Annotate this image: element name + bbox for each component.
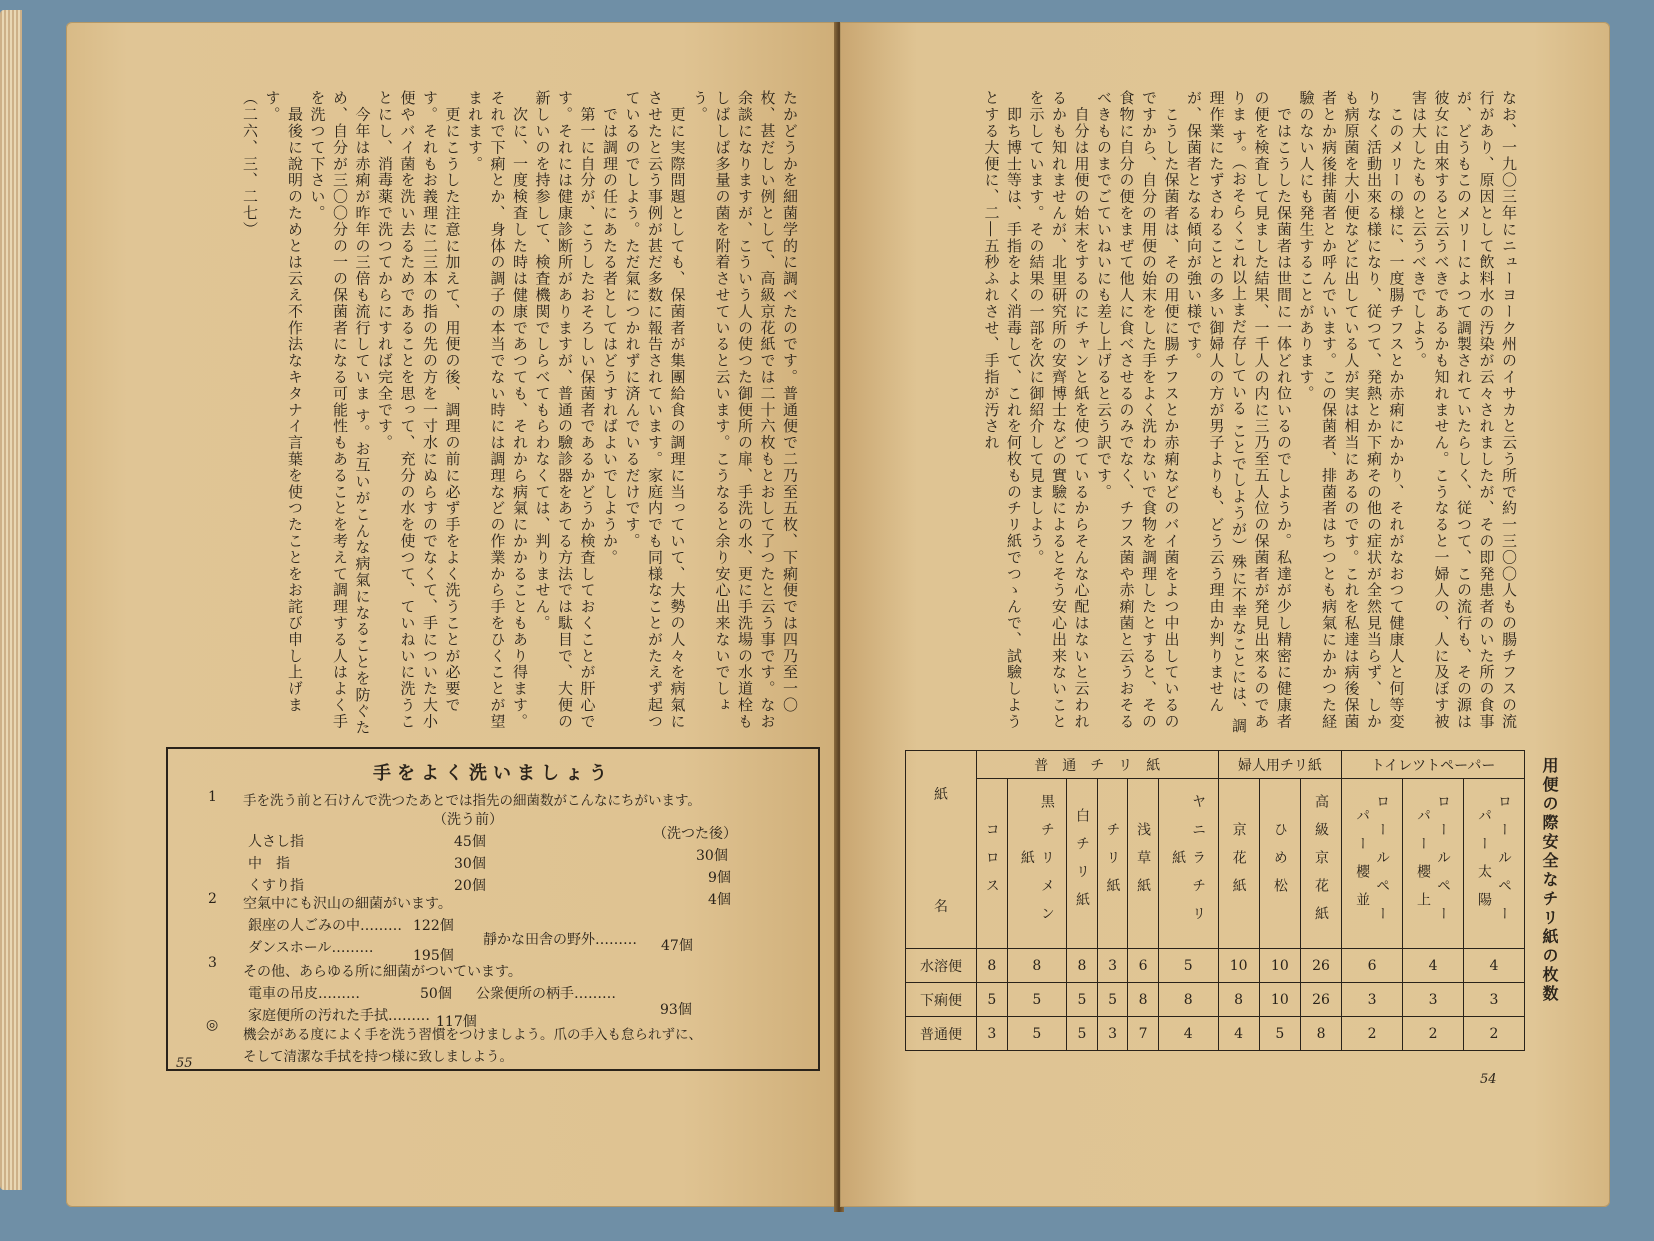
item-number: 2 bbox=[208, 891, 217, 907]
paper-name-cell bbox=[1067, 779, 1098, 949]
thing-count: 117個 bbox=[436, 1014, 477, 1030]
sheet-count-cell: 5 bbox=[1007, 1017, 1067, 1051]
finger-name: 中 指 bbox=[248, 856, 290, 872]
sheet-count-cell: 4 bbox=[1403, 949, 1464, 983]
paper-name: ロールペーパー太陽 bbox=[1475, 793, 1512, 934]
public-place: 公衆便所の柄手……… bbox=[476, 986, 616, 1002]
paper-name-cell bbox=[1463, 779, 1524, 949]
paper-name-cell bbox=[1259, 779, 1300, 949]
finger-before: 20個 bbox=[454, 878, 486, 894]
group-header: 普 通 チ リ 紙 bbox=[977, 751, 1219, 779]
finger-after: 4個 bbox=[708, 892, 731, 908]
handwash-box bbox=[166, 747, 820, 1071]
table-header-row bbox=[906, 751, 1525, 779]
name-header-top: 紙 bbox=[934, 786, 948, 803]
stool-type-label: 普通便 bbox=[906, 1017, 977, 1051]
paper-name: 黒チリメン紙 bbox=[1018, 793, 1055, 934]
sheet-count-cell: 10 bbox=[1259, 983, 1300, 1017]
sheet-count-cell: 4 bbox=[1158, 1017, 1218, 1051]
sheet-count-cell: 8 bbox=[1218, 983, 1259, 1017]
sheet-count-cell: 3 bbox=[1463, 983, 1524, 1017]
open-book bbox=[48, 22, 1623, 1227]
item-number: 3 bbox=[208, 955, 217, 971]
sheet-count-cell: 5 bbox=[977, 983, 1008, 1017]
group-header: 婦人用チリ紙 bbox=[1218, 751, 1342, 779]
air-count: 122個 bbox=[413, 918, 454, 934]
paper-name-cell bbox=[1097, 779, 1128, 949]
sheet-count-cell: 3 bbox=[1097, 949, 1128, 983]
sheet-count-cell: 8 bbox=[1067, 949, 1098, 983]
sheet-count-cell: 6 bbox=[1342, 949, 1403, 983]
sheet-count-cell: 26 bbox=[1300, 983, 1341, 1017]
air-count: 195個 bbox=[413, 948, 454, 964]
paper-name-cell bbox=[1403, 779, 1464, 949]
handwash-box-title: 手をよく洗いましょう bbox=[373, 763, 613, 784]
before-label: （洗う前） bbox=[433, 812, 503, 828]
sheet-count-cell: 8 bbox=[1300, 1017, 1341, 1051]
table-row bbox=[906, 949, 1525, 983]
sheet-count-cell: 3 bbox=[1097, 1017, 1128, 1051]
sheet-count-cell: 8 bbox=[1158, 983, 1218, 1017]
left-page-body-text: たかどうかを細菌学的に調べたのです。普通便で二乃至五枚、下痢便では四乃至一〇枚、甚だしい例として、高級京花紙では二十六枚もとおして了つたと云う事です。なお余談になりますが、こういう人の使つた御便所の扉、手洗の水、更に手洗場の水道栓もしばしば多量の菌を附着させていると云います。こうなると余り安心出来ないでしょう。 更に実際問題としても、保菌者が集團給食の調理に当っていて、大勢の人々を病氣にさせたと云う事例が甚だ多数に報告されています。家庭内でも同様なことがたえず起つているのでしよう。ただ氣につかれずに済んでいるだけです。 では調理の任にあたる者としてはどうすればよいでしようか。 第一に自分が、こうしたおそろしい保菌者であるかどうか検査しておくことが肝心です。それには健康診断所がありますが、普通の驗診器をあてる方法では駄目で、大便の新しいのを持参して、検査機関でしらべてもらわなくては、判りません。 次に、一度検査した時は健康であつても、それから病氣にかかることもあり得ます。それで下痢とか、身体の調子の本当でない時には調理などの作業から手をひくことが望まれます。 更にこうした注意に加えて、用便の後、調理の前に必ず手をよく洗うことが必要です。それもお義理に二三本の指の先の方を一寸水にぬらすのでなくて、手についた大小便やバイ菌を洗い去るためであることを思って、充分の水を使つて、ていねいに洗うことにし、消毒薬で洗つてからにすれば完全です。 今年は赤痢が昨年の三倍も流行していま す。お互いがこんな病氣になることを防ぐため、自分が三〇〇分の一の保菌者になる可能性もあることを考えて調理する人はよく手を洗つて下さい。 最後に說明のためとは云え不作法なキタナイ言葉を使つたことをお詫び申し上げます。 （二六、三、二七） bbox=[241, 90, 799, 736]
table-row bbox=[906, 983, 1525, 1017]
sheet-count-cell: 3 bbox=[977, 1017, 1008, 1051]
item2-text: 空氣中にも沢山の細菌がいます。 bbox=[243, 896, 452, 912]
after-label: （洗つた後） bbox=[653, 826, 737, 842]
paper-name: 高級京花紙 bbox=[1313, 793, 1330, 934]
item4-text-line2: そして清潔な手拭を持つ様に致しましよう。 bbox=[243, 1049, 513, 1065]
item-number: ◎ bbox=[206, 1017, 219, 1033]
sheet-count-cell: 5 bbox=[1067, 1017, 1098, 1051]
sheet-count-cell: 3 bbox=[1342, 983, 1403, 1017]
sheet-count-cell: 5 bbox=[1259, 1017, 1300, 1051]
sheet-count-cell: 8 bbox=[977, 949, 1008, 983]
sheet-count-cell: 26 bbox=[1300, 949, 1341, 983]
paper-name: ヤニラチリ紙 bbox=[1170, 793, 1207, 934]
paper-name: ロールペーパー櫻上 bbox=[1415, 793, 1452, 934]
thing-place: 電車の吊皮……… bbox=[248, 986, 360, 1002]
paper-name: 白チリ紙 bbox=[1073, 807, 1090, 920]
air-place: 銀座の人ごみの中……… bbox=[248, 918, 402, 934]
finger-before: 45個 bbox=[454, 834, 486, 850]
table-row bbox=[906, 1017, 1525, 1051]
paper-name-header bbox=[906, 751, 977, 949]
countryside-place: 靜かな田舎の野外……… bbox=[483, 932, 637, 948]
sheet-count-cell: 3 bbox=[1403, 983, 1464, 1017]
paper-name: 京花紙 bbox=[1230, 821, 1247, 906]
left-page bbox=[66, 22, 836, 1207]
sheet-count-cell: 5 bbox=[1067, 983, 1098, 1017]
sheet-count-cell: 5 bbox=[1097, 983, 1128, 1017]
paper-name: ロールペーパー櫻並 bbox=[1354, 793, 1391, 934]
finger-after: 30個 bbox=[696, 848, 728, 864]
air-place: ダンスホール……… bbox=[248, 940, 374, 956]
item4-text-line1: 機会がある度によく手を洗う習慣をつけましよう。爪の手入も怠られずに、 bbox=[243, 1027, 702, 1043]
sheet-count-cell: 8 bbox=[1007, 949, 1067, 983]
thing-place: 家庭便所の汚れた手拭……… bbox=[248, 1008, 430, 1024]
item1-text: 手を洗う前と石けんで洗つたあとでは指先の細菌数がこんなにちがいます。 bbox=[243, 793, 701, 809]
sheet-count-cell: 2 bbox=[1463, 1017, 1524, 1051]
thing-count: 50個 bbox=[420, 986, 452, 1002]
sheet-count-cell: 10 bbox=[1259, 949, 1300, 983]
sheet-count-cell: 2 bbox=[1342, 1017, 1403, 1051]
paper-name-cell bbox=[1342, 779, 1403, 949]
paper-name-cell bbox=[1300, 779, 1341, 949]
name-header-bottom: 名 bbox=[934, 898, 948, 915]
paper-name-cell bbox=[1128, 779, 1159, 949]
public-count: 93個 bbox=[660, 1002, 692, 1018]
sheet-count-cell: 4 bbox=[1463, 949, 1524, 983]
paper-name: 浅草紙 bbox=[1135, 821, 1152, 906]
paper-name: コロス bbox=[983, 821, 1000, 906]
right-page-body-text: なお、一九〇三年にニューヨーク州のイサカと云う所で約一三〇〇人もの腸チフスの流行があり、原因として飲料水の汚染が云々されましたが、その即発患者のいた所の食事が、どうもこのメリーによつて調製されていたらしく、従つて、この流行も、その源は彼女に由來すると云うべきであるかも知れません。こうなると一婦人の、人に及ぼす被害は大したものと云うべきでしよう。 このメリーの様に、一度腸チフスとか赤痢にかかり、それがなおつて健康人と何等変りなく活動出來る様になり、従つて、発熱とか下痢その他の症状が全然見当らず、しかも病原菌を大小便などに出している人が実は相当にあるのです。これを私達は病後保菌者とか病後排菌者とか呼んでいます。この保菌者、排菌者はちつとも病氣にかかつた経驗のない人にも発生することがあります。 ではこうした保菌者は世間に一体どれ位いるのでしようか。私達が少し精密に健康者の便を検査して見ました結果、一千人の内に三乃至五人位の保菌者が発見出來るのでありま す。（おそらくこれ以上まだ存している ことでしようが）殊に不幸なことには、調理作業にたずさわることの多い御婦人の方が男子よりも、どう云う理由か判りませんが、保菌者となる傾向が強い様です。 こうした保菌者は、その用便に腸チフスとか赤痢などのバイ菌をよつ中出しているのですから、自分の用便の始末をした手をよく洗わないで食物を調理したとすると、その食物に自分の便をまぜて他人に食べさせるのみでなく、チフス菌や赤痢菌と云うおそるべきものまでごていねいにも差し上げると云う訳です。 自分は用便の始末をするのにチャンと紙を使つているからそんな心配はないと云われるかも知れませんが、北里研究所の安齊博士などの實驗によるとそう安心出来ないことを示しています。その結果の一部を次に御紹介して見ましよう。 即ち博士等は、手指をよく消毒して、これを何枚ものチリ紙でつゝんで、試驗しようとする大便に、二―五秒ふれさせ、手指が汚され bbox=[982, 90, 1518, 735]
sheet-count-cell: 2 bbox=[1403, 1017, 1464, 1051]
paper-name-cell bbox=[977, 779, 1008, 949]
finger-name: くすり指 bbox=[248, 878, 304, 894]
page-number-left: 55 bbox=[176, 1056, 193, 1071]
stool-type-label: 下痢便 bbox=[906, 983, 977, 1017]
paper-name-cell bbox=[1218, 779, 1259, 949]
paper-name-cell bbox=[1158, 779, 1218, 949]
finger-after: 9個 bbox=[708, 870, 731, 886]
paper-count-body bbox=[906, 949, 1525, 1051]
countryside-count: 47個 bbox=[661, 938, 693, 954]
paper-name: チリ紙 bbox=[1104, 821, 1121, 906]
sheet-count-cell: 6 bbox=[1128, 949, 1159, 983]
sheet-count-cell: 5 bbox=[1158, 949, 1218, 983]
page-edges bbox=[0, 10, 22, 1190]
paper-name: ひめ松 bbox=[1271, 821, 1288, 906]
sheet-count-cell: 5 bbox=[1007, 983, 1067, 1017]
item3-text: その他、あらゆる所に細菌がついています。 bbox=[243, 964, 522, 980]
right-page bbox=[840, 22, 1610, 1207]
item-number: 1 bbox=[208, 789, 217, 805]
sheet-count-cell: 10 bbox=[1218, 949, 1259, 983]
sheet-count-cell: 4 bbox=[1218, 1017, 1259, 1051]
sheet-count-cell: 7 bbox=[1128, 1017, 1159, 1051]
table-side-title: 用便の際安全なチリ紙の枚数 bbox=[1540, 757, 1559, 1004]
sheet-count-cell: 8 bbox=[1128, 983, 1159, 1017]
page-number-right: 54 bbox=[1480, 1072, 1497, 1087]
finger-name: 人さし指 bbox=[248, 834, 304, 850]
stool-type-label: 水溶便 bbox=[906, 949, 977, 983]
finger-before: 30個 bbox=[454, 856, 486, 872]
paper-name-row bbox=[906, 779, 1525, 949]
paper-name-cell bbox=[1007, 779, 1067, 949]
paper-count-table bbox=[905, 750, 1525, 1051]
group-header: トイレツトペーパー bbox=[1342, 751, 1525, 779]
